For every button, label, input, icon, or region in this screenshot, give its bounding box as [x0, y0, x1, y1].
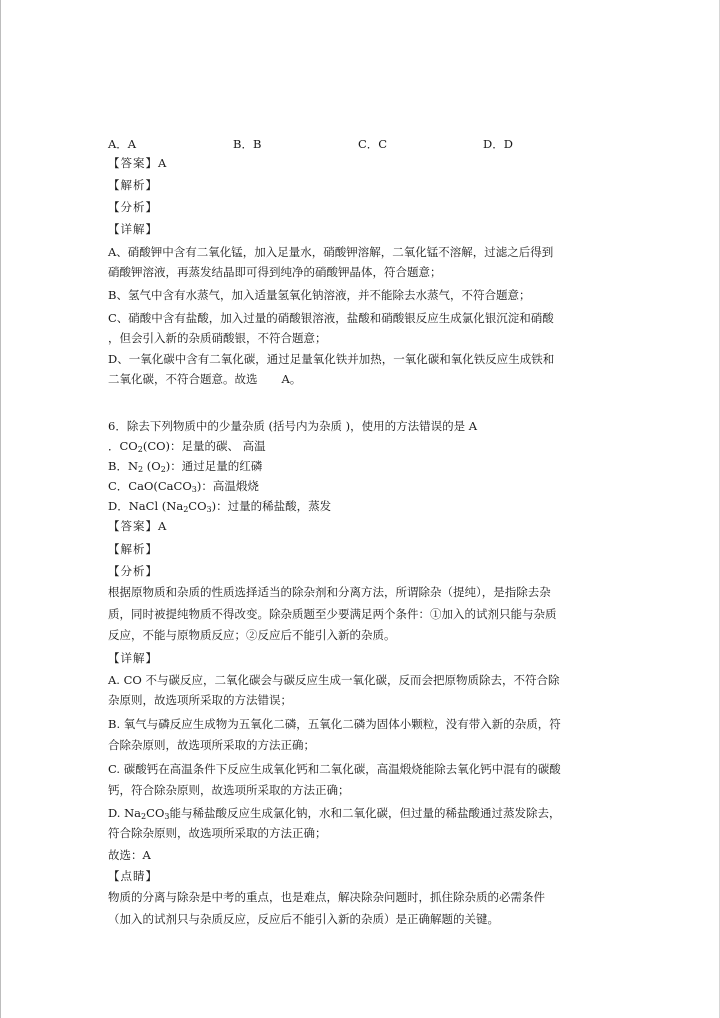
q6-dianjing-heading: 【点睛】 [108, 869, 158, 883]
q5-jiexi-heading: 【解析】 [108, 178, 158, 192]
q5-explain-d-line2 [108, 372, 301, 386]
q6-answer: 【答案】A [108, 519, 168, 533]
q6-explain-c-line1: C. 碳酸钙在高温条件下反应生成氧化钙和二氧化碳，高温煅烧能除去氧化钙中混有的碳酸 [108, 762, 561, 776]
q5-answer: 【答案】A [108, 156, 168, 170]
page-left-border [0, 0, 1, 1018]
q6-option-a: ．$CO_2(CO)$：足量的碳、 高温 [108, 439, 266, 454]
q5-option-d: D．D [483, 137, 513, 151]
q6-explain-d-line2: 符合除杂原则，故选项所采取的方法正确； [108, 826, 327, 840]
q5-final-choice: A。 [281, 372, 302, 386]
q5-explain-c-line2: ，但会引入新的杂质硝酸银，不符合题意； [108, 331, 327, 345]
q6-fenxi-line1: 根据原物质和杂质的性质选择适当的除杂剂和分离方法，所谓除杂（提纯），是指除去杂 [108, 585, 551, 599]
q5-xiangjie-heading: 【详解】 [108, 222, 158, 236]
q6-explain-b-line2: 合除杂原则，故选项所采取的方法正确； [108, 738, 315, 752]
q6-option-c: C．CaO(CaCO$_3$)：高温煅烧 [108, 479, 259, 494]
q5-option-a: A．A [108, 137, 137, 151]
q5-option-c: C．C [358, 137, 388, 151]
q6-explain-d-line1: D. $Na_2CO_3$能与稀盐酸反应生成氯化钠，水和二氧化碳，但过量的稀盐酸通过蒸发除去， [108, 806, 561, 821]
q6-option-d: D．NaCl $(Na_2CO_3)$：过量的稀盐酸，蒸发 [108, 499, 332, 514]
q5-option-b: B．B [233, 137, 262, 151]
q6-dianjing-line2: （加入的试剂只与杂质反应，反应后不能引入新的杂质）是正确解题的关键。 [108, 912, 499, 926]
q6-explain-a-line2: 杂原则，故选项所采取的方法错误； [108, 693, 292, 707]
q6-fenxi-line2: 质，同时被提纯物质不得改变。除杂质题至少要满足两个条件：①加入的试剂只能与杂质 [108, 607, 557, 621]
q5-explain-a-line2: 硝酸钾溶液，再蒸发结晶即可得到纯净的硝酸钾晶体，符合题意； [108, 265, 442, 279]
q6-explain-c-line2: 钙，符合除杂原则，故选项所采取的方法正确； [108, 783, 350, 797]
q6-explain-a-line1: A. CO 不与碳反应，二氧化碳会与碳反应生成一氧化碳，反而会把原物质除去，不符合除 [108, 673, 560, 687]
q6-stem: 6．除去下列物质中的少量杂质 (括号内为杂质 )，使用的方法错误的是 A [108, 419, 478, 433]
q6-option-b: B．$N_2$ $(O_2)$：通过足量的红磷 [108, 459, 263, 474]
q5-explain-b-line1: B、氢气中含有水蒸气，加入适量氢氧化钠溶液，并不能除去水蒸气，不符合题意； [108, 288, 531, 302]
q5-explain-d-line1: D、一氧化碳中含有二氧化碳，通过足量氧化铁并加热，一氧化碳和氧化铁反应生成铁和 [108, 352, 555, 366]
q6-xiangjie-heading: 【详解】 [108, 651, 158, 665]
q6-dianjing-line1: 物质的分离与除杂是中考的重点，也是难点，解决除杂问题时，抓住除杂质的必需条件 [108, 890, 545, 904]
q6-jiexi-heading: 【解析】 [108, 542, 158, 556]
q6-fenxi-line3: 反应，不能与原物质反应；②反应后不能引入新的杂质。 [108, 628, 396, 642]
q6-final-choice: 故选：A [108, 848, 151, 862]
q5-explain-a-line1: A、硝酸钾中含有二氧化锰，加入足量水，硝酸钾溶解，二氧化锰不溶解，过滤之后得到 [108, 245, 554, 259]
q5-fenxi-heading: 【分析】 [108, 200, 158, 214]
q6-explain-b-line1: B. 氧气与磷反应生成物为五氧化二磷，五氧化二磷为固体小颗粒，没有带入新的杂质，符 [108, 717, 561, 731]
q5-explain-d-line2-text: 二氧化碳，不符合题意。故选 [108, 372, 258, 386]
q6-fenxi-heading: 【分析】 [108, 564, 158, 578]
q5-explain-c-line1: C、硝酸中含有盐酸，加入过量的硝酸银溶液，盐酸和硝酸银反应生成氯化银沉淀和硝酸 [108, 311, 554, 325]
